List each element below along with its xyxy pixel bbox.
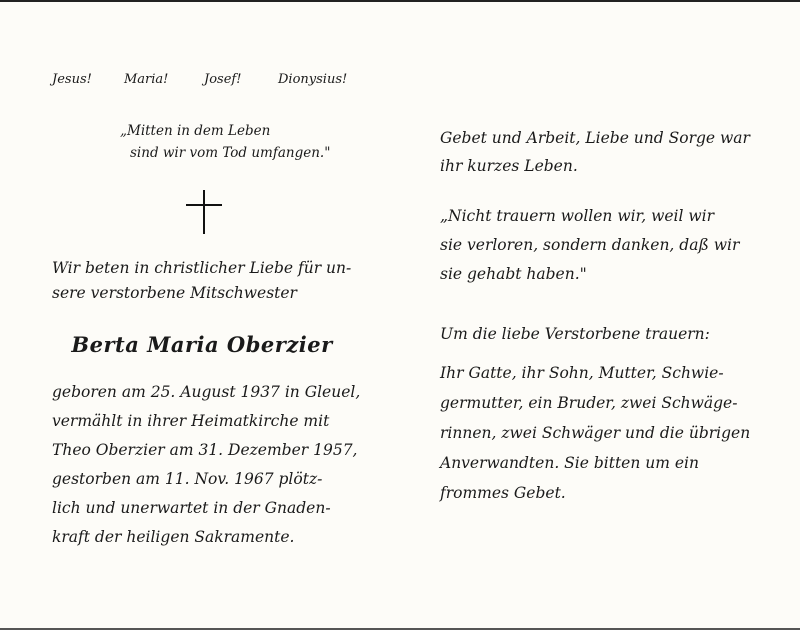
intro-text <box>52 256 362 306</box>
consolation-quote-line: sie gehabt haben." <box>440 265 587 283</box>
consolation-quote-line: „Nicht trauern wollen wir, weil wir <box>440 207 715 225</box>
mourners-heading: Um die liebe Verstorbene trauern: <box>440 325 710 343</box>
invocation-jesus: Jesus! <box>52 72 92 87</box>
mourners-line: germutter, ein Bruder, zwei Schwäge- <box>440 394 738 412</box>
biography-line: kraft der heiligen Sakramente. <box>52 528 295 546</box>
opening-quote <box>120 120 370 164</box>
invocation-dionysius: Dionysius! <box>278 72 348 87</box>
cross-icon <box>186 190 222 234</box>
mourners-line: rinnen, zwei Schwäger und die übrigen <box>440 424 751 442</box>
opening-quote-line: „Mitten in dem Leben <box>120 123 271 139</box>
biography-line: vermählt in ihrer Heimatkirche mit <box>52 412 330 430</box>
life-summary-line: Gebet und Arbeit, Liebe und Sorge war <box>440 129 750 147</box>
life-summary-line: ihr kurzes Leben. <box>440 157 578 175</box>
mourners-line: frommes Gebet. <box>440 484 566 502</box>
top-border <box>0 0 800 2</box>
mourners-list <box>440 358 770 508</box>
consolation-quote <box>440 202 770 289</box>
life-summary <box>440 124 770 180</box>
biography <box>52 378 364 552</box>
mourners-line: Ihr Gatte, ihr Sohn, Mutter, Schwie- <box>440 364 724 382</box>
consolation-quote-line: sie verloren, sondern danken, daß wir <box>440 236 740 254</box>
deceased-name: Berta Maria Oberzier <box>71 332 333 357</box>
biography-line: Theo Oberzier am 31. Dezember 1957, <box>52 441 358 459</box>
invocation-josef: Josef! <box>204 72 242 87</box>
biography-line: geboren am 25. August 1937 in Gleuel, <box>52 383 361 401</box>
invocation-maria: Maria! <box>124 72 169 87</box>
invocation-names <box>52 72 372 90</box>
biography-line: lich und unerwartet in der Gnaden- <box>52 499 331 517</box>
mourners-line: Anverwandten. Sie bitten um ein <box>440 454 699 472</box>
intro-line: sere verstorbene Mitschwester <box>52 284 297 302</box>
opening-quote-line: sind wir vom Tod umfangen." <box>130 145 331 161</box>
biography-line: gestorben am 11. Nov. 1967 plötz- <box>52 470 323 488</box>
intro-line: Wir beten in christlicher Liebe für un- <box>52 259 352 277</box>
